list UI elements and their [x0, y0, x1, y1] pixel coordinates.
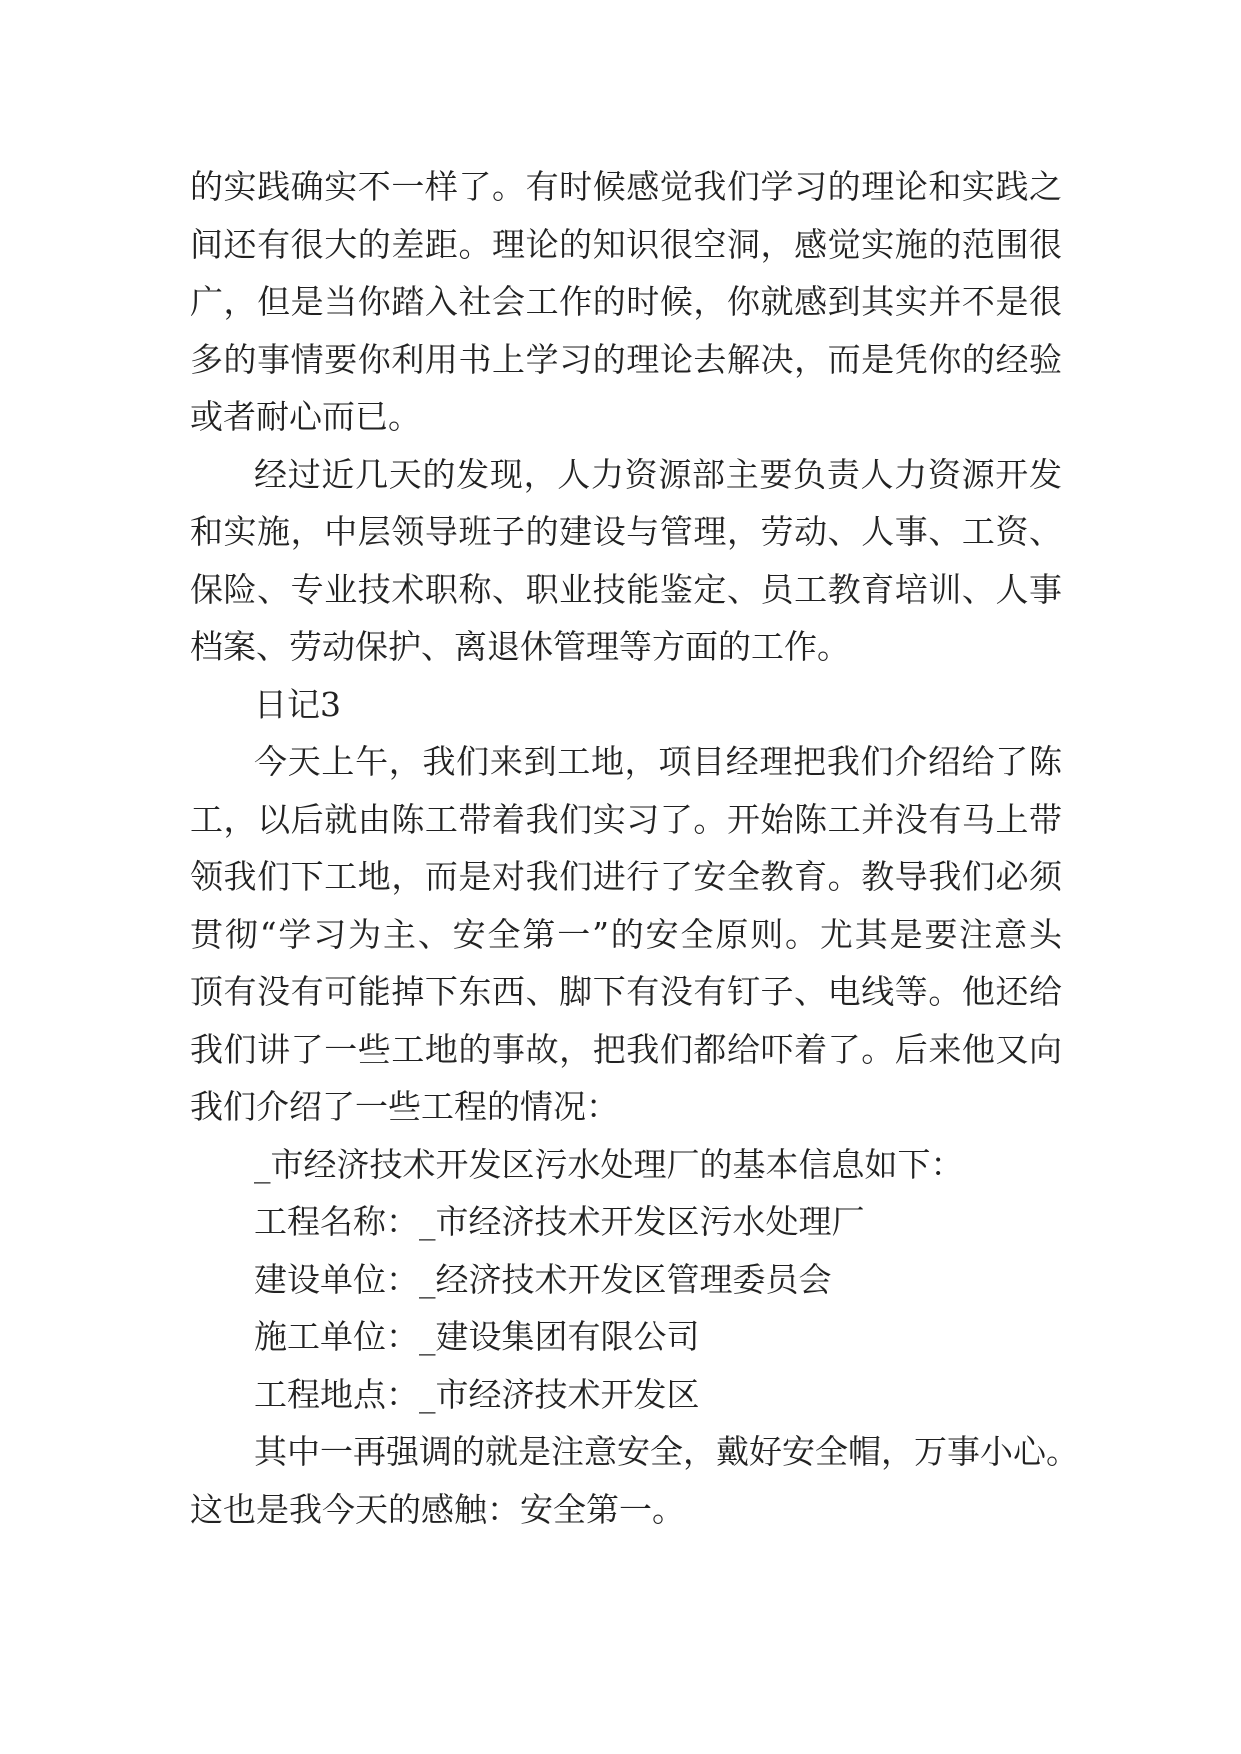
contractor-line: 施工单位：_建设集团有限公司 [254, 1317, 700, 1356]
text-line: 我们介绍了一些工程的情况： [190, 1087, 619, 1126]
project-name-line: 工程名称：_市经济技术开发区污水处理厂 [254, 1202, 865, 1241]
text-line: 档案、劳动保护、离退休管理等方面的工作。 [190, 627, 850, 666]
text-line: 多的事情要你利用书上学习的理论去解决，而是凭你的经验 [190, 339, 1062, 379]
diary-heading: 日记3 [254, 684, 341, 724]
construction-owner-line: 建设单位：_经济技术开发区管理委员会 [254, 1259, 832, 1299]
text-line: 或者耐心而已。 [190, 397, 421, 436]
text-line: 广，但是当你踏入社会工作的时候，你就感到其实并不是很 [190, 282, 1062, 321]
text-line: 领我们下工地，而是对我们进行了安全教育。教导我们必须 [190, 857, 1062, 896]
text-line: 今天上午，我们来到工地，项目经理把我们介绍给了陈 [254, 742, 1062, 781]
text-line: 的实践确实不一样了。有时候感觉我们学习的理论和实践之 [190, 167, 1062, 206]
text-line: _市经济技术开发区污水处理厂的基本信息如下： [254, 1144, 964, 1184]
text-line: 我们讲了一些工地的事故，把我们都给吓着了。后来他又向 [190, 1029, 1062, 1069]
text-line: 工，以后就由陈工带着我们实习了。开始陈工并没有马上带 [190, 799, 1062, 839]
document-body [190, 158, 1079, 1538]
text-line: 贯彻“学习为主、安全第一”的安全原则。尤其是要注意头 [190, 914, 1062, 954]
text-line: 顶有没有可能掉下东西、脚下有没有钉子、电线等。他还给 [190, 972, 1062, 1011]
text-line: 这也是我今天的感触：安全第一。 [190, 1489, 685, 1529]
text-line: 间还有很大的差距。理论的知识很空洞，感觉实施的范围很 [190, 224, 1062, 264]
text-line: 经过近几天的发现，人力资源部主要负责人力资源开发 [254, 454, 1062, 494]
project-location-line: 工程地点：_市经济技术开发区 [254, 1374, 700, 1414]
text-line: 其中一再强调的就是注意安全，戴好安全帽，万事小心。 [254, 1432, 1079, 1471]
text-line: 和实施，中层领导班子的建设与管理，劳动、人事、工资、 [190, 512, 1062, 551]
text-line: 保险、专业技术职称、职业技能鉴定、员工教育培训、人事 [190, 569, 1062, 609]
